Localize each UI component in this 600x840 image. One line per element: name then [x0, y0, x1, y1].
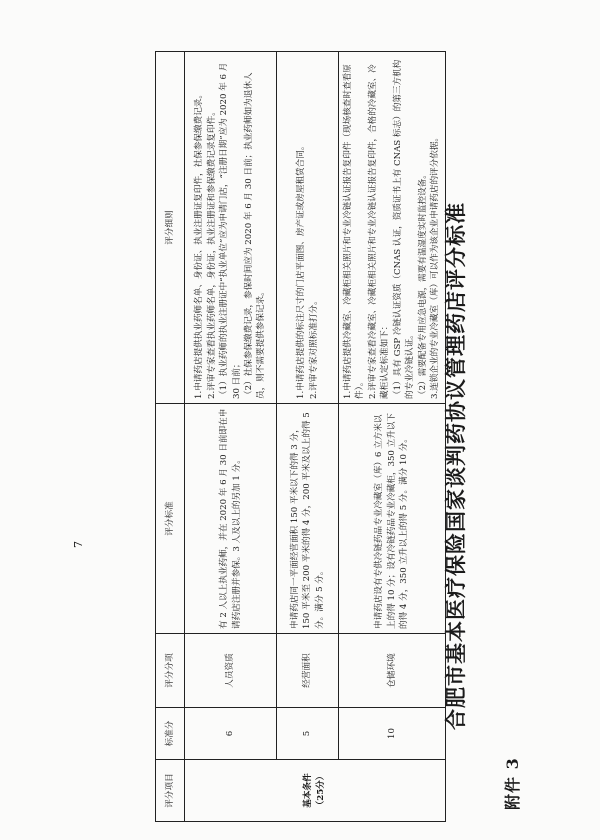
detail-line: 1.申请药店提供执业药师名单、身份证、执业注册证复印件，社保参保缴费记录。 [194, 90, 205, 399]
table-row [185, 52, 277, 822]
header-sub-item: 评分分项 [156, 634, 185, 708]
header-standard-score: 标准分 [156, 708, 185, 760]
table-row [277, 52, 339, 822]
attachment-label: 附件 3 [503, 757, 522, 810]
details-cell [185, 52, 277, 404]
sub-item-cell: 仓储环境 [339, 634, 446, 708]
detail-line: 1.申请药店提供的标注尺寸的门店平面图、房产证或房屋租赁合同。 [296, 141, 307, 399]
detail-line: 2.评审专家查看执业药师名单，身份证，执业注册证和参保缴费记录复印件。 [206, 107, 217, 399]
criteria-cell: 有 2 人以上执业药师，并在 2020 年 6 月 30 日前即在申请药店注册并参保。3 人及以上的另加 1 分。 [185, 404, 277, 634]
group-label: 基本条件（25分） [303, 771, 326, 810]
criteria-cell: 申请药店设有专供冷链药品专业冷藏室（库）6 立方米以上的得 10 分；设有冷链药品专业冷藏柜，350 立升以下的得 4 分，350 立升以上的得 5 分。满分 10 分。 [339, 404, 446, 634]
table-row [339, 52, 446, 822]
detail-line: 1.申请药店提供冷藏室、冷藏柜相关照片和专业冷链认证报告复印件（现场核查时查看原件）。 [343, 64, 366, 399]
detail-line: 3.连锁企业的专业冷藏室（库）可以作为该企业申请药店的评分依据。 [430, 132, 441, 399]
header-details: 评分细则 [156, 52, 185, 404]
sub-item-cell: 人员资质 [185, 634, 277, 708]
detail-line: 2.评审专家查看冷藏室、冷藏柜相关照片和专业冷链认证报告复印件，合格的冷藏室、冷藏柜认定标准如下： [367, 64, 391, 399]
document-title: 合肥市基本医疗保险国家谈判药协议管理药店评分标准 [443, 202, 468, 730]
details-cell [277, 52, 339, 404]
details-cell [339, 52, 446, 404]
group-label-cell [185, 760, 446, 822]
criteria-cell: 申请药店同一平面经营面积 150 平米以下的得 3 分，150 平米至 200 平米的得 4 分，200 平米及以上的得 5 分。满分 5 分。 [277, 404, 339, 634]
detail-line: （2）需要配备专用应急电源，需要有温湿度实时监控设备。 [417, 170, 428, 399]
sub-item-cell: 经营面积 [277, 634, 339, 708]
header-criteria: 评分标准 [156, 404, 185, 634]
detail-line: 2.评审专家对照标准打分。 [308, 296, 319, 399]
detail-line: （1）执业药师的执业注册证中“执业单位”应为申请门店，“注册日期”应为 2020 年 6 月 30 日前； [219, 62, 242, 399]
score-cell: 5 [277, 708, 339, 760]
header-item: 评分项目 [156, 760, 185, 822]
detail-line: （2）社保参保缴费记录，参保时间应为 2020 年 6 月 30 日前；执业药师如为退休人员，则不需要提供参保记录。 [243, 72, 267, 399]
scoring-table [155, 51, 446, 822]
table-header-row [156, 52, 185, 822]
score-cell: 10 [339, 708, 446, 760]
page-number: 7 [72, 541, 85, 548]
score-cell: 6 [185, 708, 277, 760]
detail-line: （1）具有 GSP 冷链认证资质（CNAS 认证，资质证书上有 CNAS 标志）的第三方机构的专业冷链认证。 [392, 59, 416, 399]
